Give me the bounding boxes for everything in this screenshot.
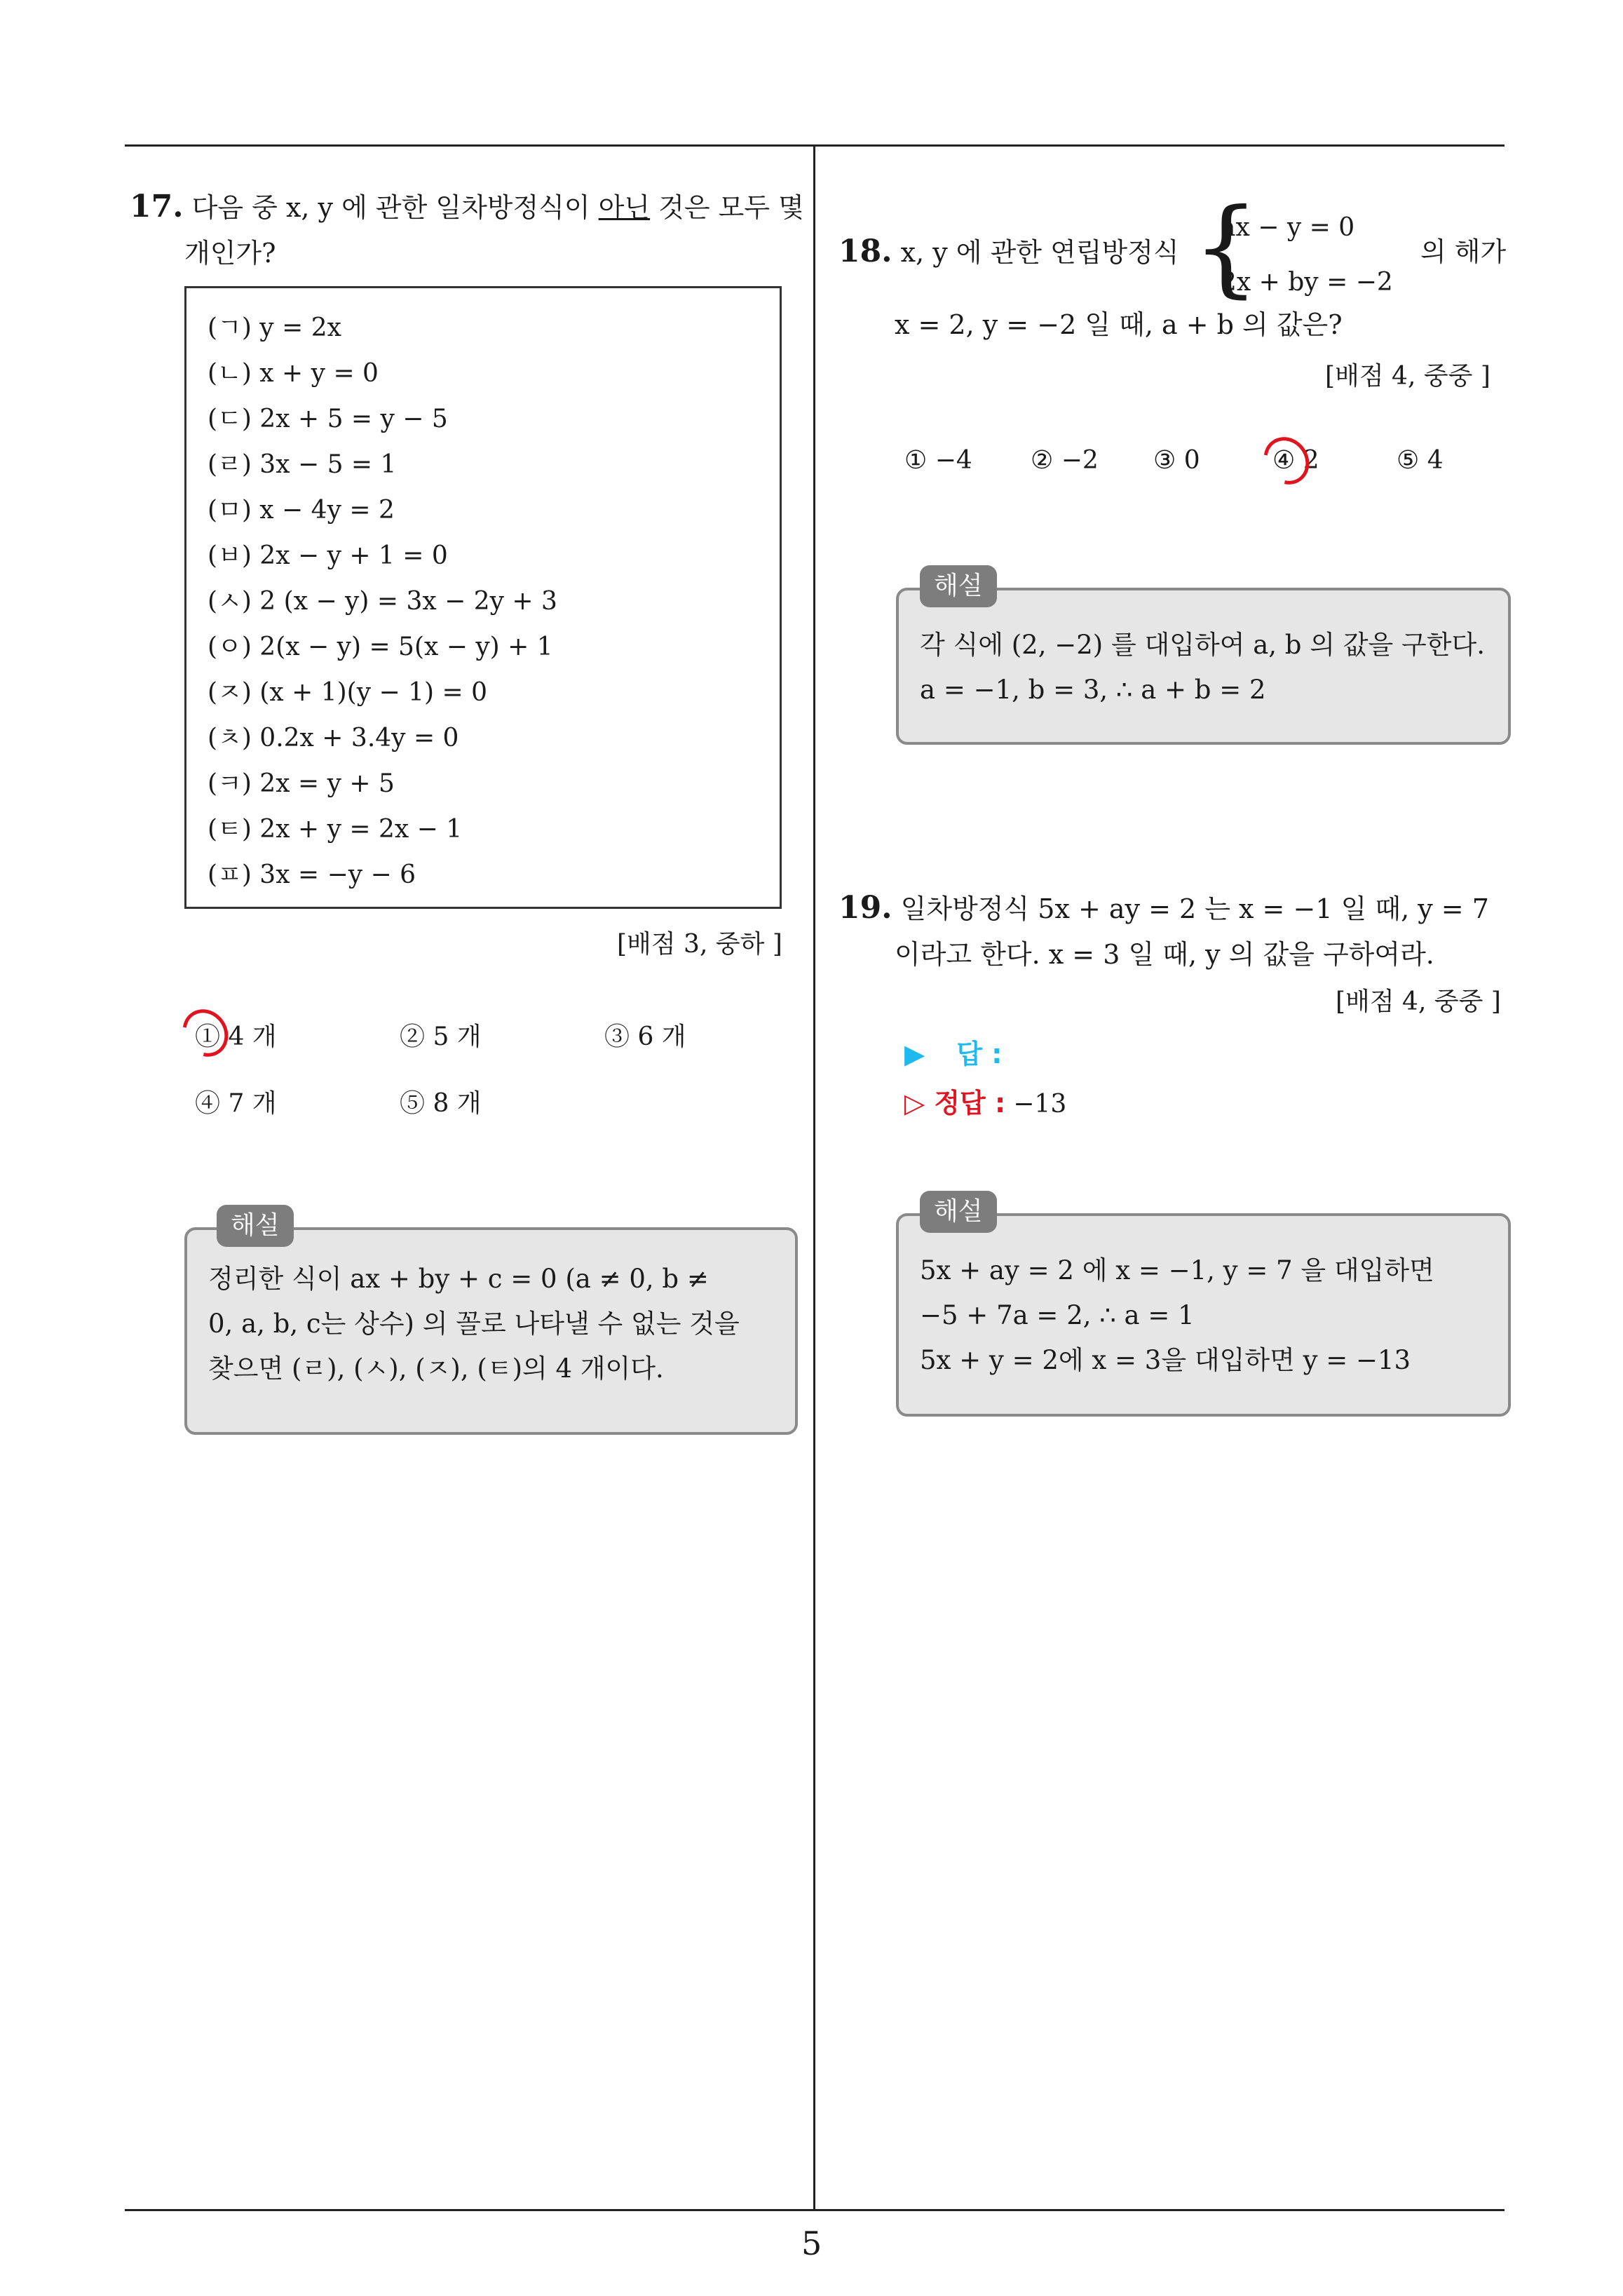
stem-line-2: 개인가? — [184, 238, 276, 269]
choice-5[interactable]: ⑤ 4 — [1397, 446, 1444, 475]
list-item: (ㅍ) 3x = −y − 6 — [208, 860, 416, 889]
stem-line-2: x = 2, y = −2 일 때, a + b 의 값은? — [895, 309, 1343, 340]
list-item: (ㅅ) 2 (x − y) = 3x − 2y + 3 — [208, 587, 557, 616]
list-item: (ㄷ) 2x + 5 = y − 5 — [208, 405, 448, 433]
choice-1[interactable]: ① −4 — [904, 446, 972, 475]
explanation-text — [208, 1257, 783, 1391]
explanation-tag: 해설 — [920, 1191, 997, 1233]
explanation-line: a = −1, b = 3, ∴ a + b = 2 — [920, 675, 1266, 705]
explanation-box — [184, 1211, 798, 1435]
stem-line-2: 이라고 한다. x = 3 일 때, y 의 값을 구하여라. — [895, 939, 1434, 970]
bottom-rule — [125, 2209, 1505, 2211]
correct-answer-row — [904, 1081, 1066, 1120]
list-item: (ㅁ) x − 4y = 2 — [208, 496, 395, 525]
explanation-box — [896, 1197, 1511, 1417]
explanation-line: 정리한 식이 ax + by + c = 0 (a ≠ 0, b ≠ — [208, 1264, 709, 1294]
choice-4[interactable]: ④ 7 개 — [195, 1089, 277, 1118]
list-item: (ㅂ) 2x − y + 1 = 0 — [208, 541, 448, 570]
answer-circle-mark — [1255, 428, 1319, 494]
explanation-tag: 해설 — [920, 565, 997, 607]
explanation-line: 5x + ay = 2 에 x = −1, y = 7 을 대입하면 — [920, 1255, 1434, 1285]
stem-underlined-word: 아닌 — [598, 192, 651, 223]
correct-answer-value: −13 — [1013, 1090, 1067, 1119]
stem-text-part2: 의 해가 — [1420, 236, 1507, 267]
correct-arrow-icon: ▷ — [904, 1088, 925, 1119]
question-18 — [838, 187, 1512, 351]
list-item: (ㅋ) 2x = y + 5 — [208, 769, 395, 798]
question-number: 19. — [838, 890, 892, 926]
question-number: 17. — [130, 189, 184, 224]
stem-text-part2: 것은 모두 몇 — [650, 192, 804, 223]
condition-box — [184, 286, 782, 909]
choice-3[interactable]: ③ 0 — [1153, 446, 1200, 475]
explanation-text — [920, 623, 1502, 713]
stem-text-part1: 다음 중 x, y 에 관한 일차방정식이 — [191, 192, 599, 223]
answer-label: 답 : — [956, 1039, 1003, 1069]
choice-1[interactable]: ① 4 개 — [195, 1022, 277, 1051]
explanation-box — [896, 572, 1511, 745]
choice-3[interactable]: ③ 6 개 — [604, 1022, 686, 1051]
choice-5[interactable]: ⑤ 8 개 — [400, 1089, 482, 1118]
correct-answer-label: 정답 : — [934, 1088, 1006, 1119]
column-divider — [813, 144, 815, 2210]
choice-2[interactable]: ② −2 — [1031, 446, 1099, 475]
explanation-line: 각 식에 (2, −2) 를 대입하여 a, b 의 값을 구한다. — [920, 630, 1485, 660]
list-item: (ㄱ) y = 2x — [208, 313, 341, 342]
list-item: (ㅈ) (x + 1)(y − 1) = 0 — [208, 678, 487, 707]
system-brace: { — [1193, 187, 1260, 309]
list-item: (ㅌ) 2x + y = 2x − 1 — [208, 815, 463, 844]
answer-input-row[interactable] — [904, 1032, 1002, 1071]
system-equation-2: 2x + by = −2 — [1221, 268, 1393, 297]
explanation-line: 5x + y = 2에 x = 3을 대입하면 y = −13 — [920, 1345, 1411, 1375]
explanation-tag: 해설 — [217, 1205, 294, 1247]
answer-arrow-icon: ▶ — [904, 1039, 925, 1069]
explanation-line: −5 + 7a = 2, ∴ a = 1 — [920, 1300, 1195, 1330]
choice-4[interactable]: ④ 2 — [1272, 446, 1319, 475]
stem-line-1: 일차방정식 5x + ay = 2 는 x = −1 일 때, y = 7 — [900, 893, 1489, 924]
explanation-line: 찾으면 (ㄹ), (ㅅ), (ㅈ), (ㅌ)의 4 개이다. — [208, 1353, 664, 1384]
choice-2[interactable]: ② 5 개 — [400, 1022, 482, 1051]
score-label: [배점 4, 중중 ] — [1336, 987, 1501, 1016]
explanation-text — [920, 1248, 1502, 1383]
explanation-line: 0, a, b, c는 상수) 의 꼴로 나타낼 수 없는 것을 — [208, 1309, 740, 1339]
list-item: (ㅇ) 2(x − y) = 5(x − y) + 1 — [208, 633, 553, 661]
list-item: (ㄹ) 3x − 5 = 1 — [208, 450, 397, 479]
stem-text-part1: x, y 에 관한 연립방정식 — [900, 237, 1179, 268]
list-item: (ㄴ) x + y = 0 — [208, 359, 379, 388]
list-item: (ㅊ) 0.2x + 3.4y = 0 — [208, 724, 459, 752]
system-equation-1: ax − y = 0 — [1221, 213, 1355, 242]
score-label: [배점 4, 중중 ] — [1325, 362, 1490, 391]
question-number: 18. — [838, 234, 892, 269]
score-label: [배점 3, 중하 ] — [617, 930, 782, 959]
page-number: 5 — [801, 2224, 822, 2262]
answer-circle-mark — [174, 1001, 238, 1066]
